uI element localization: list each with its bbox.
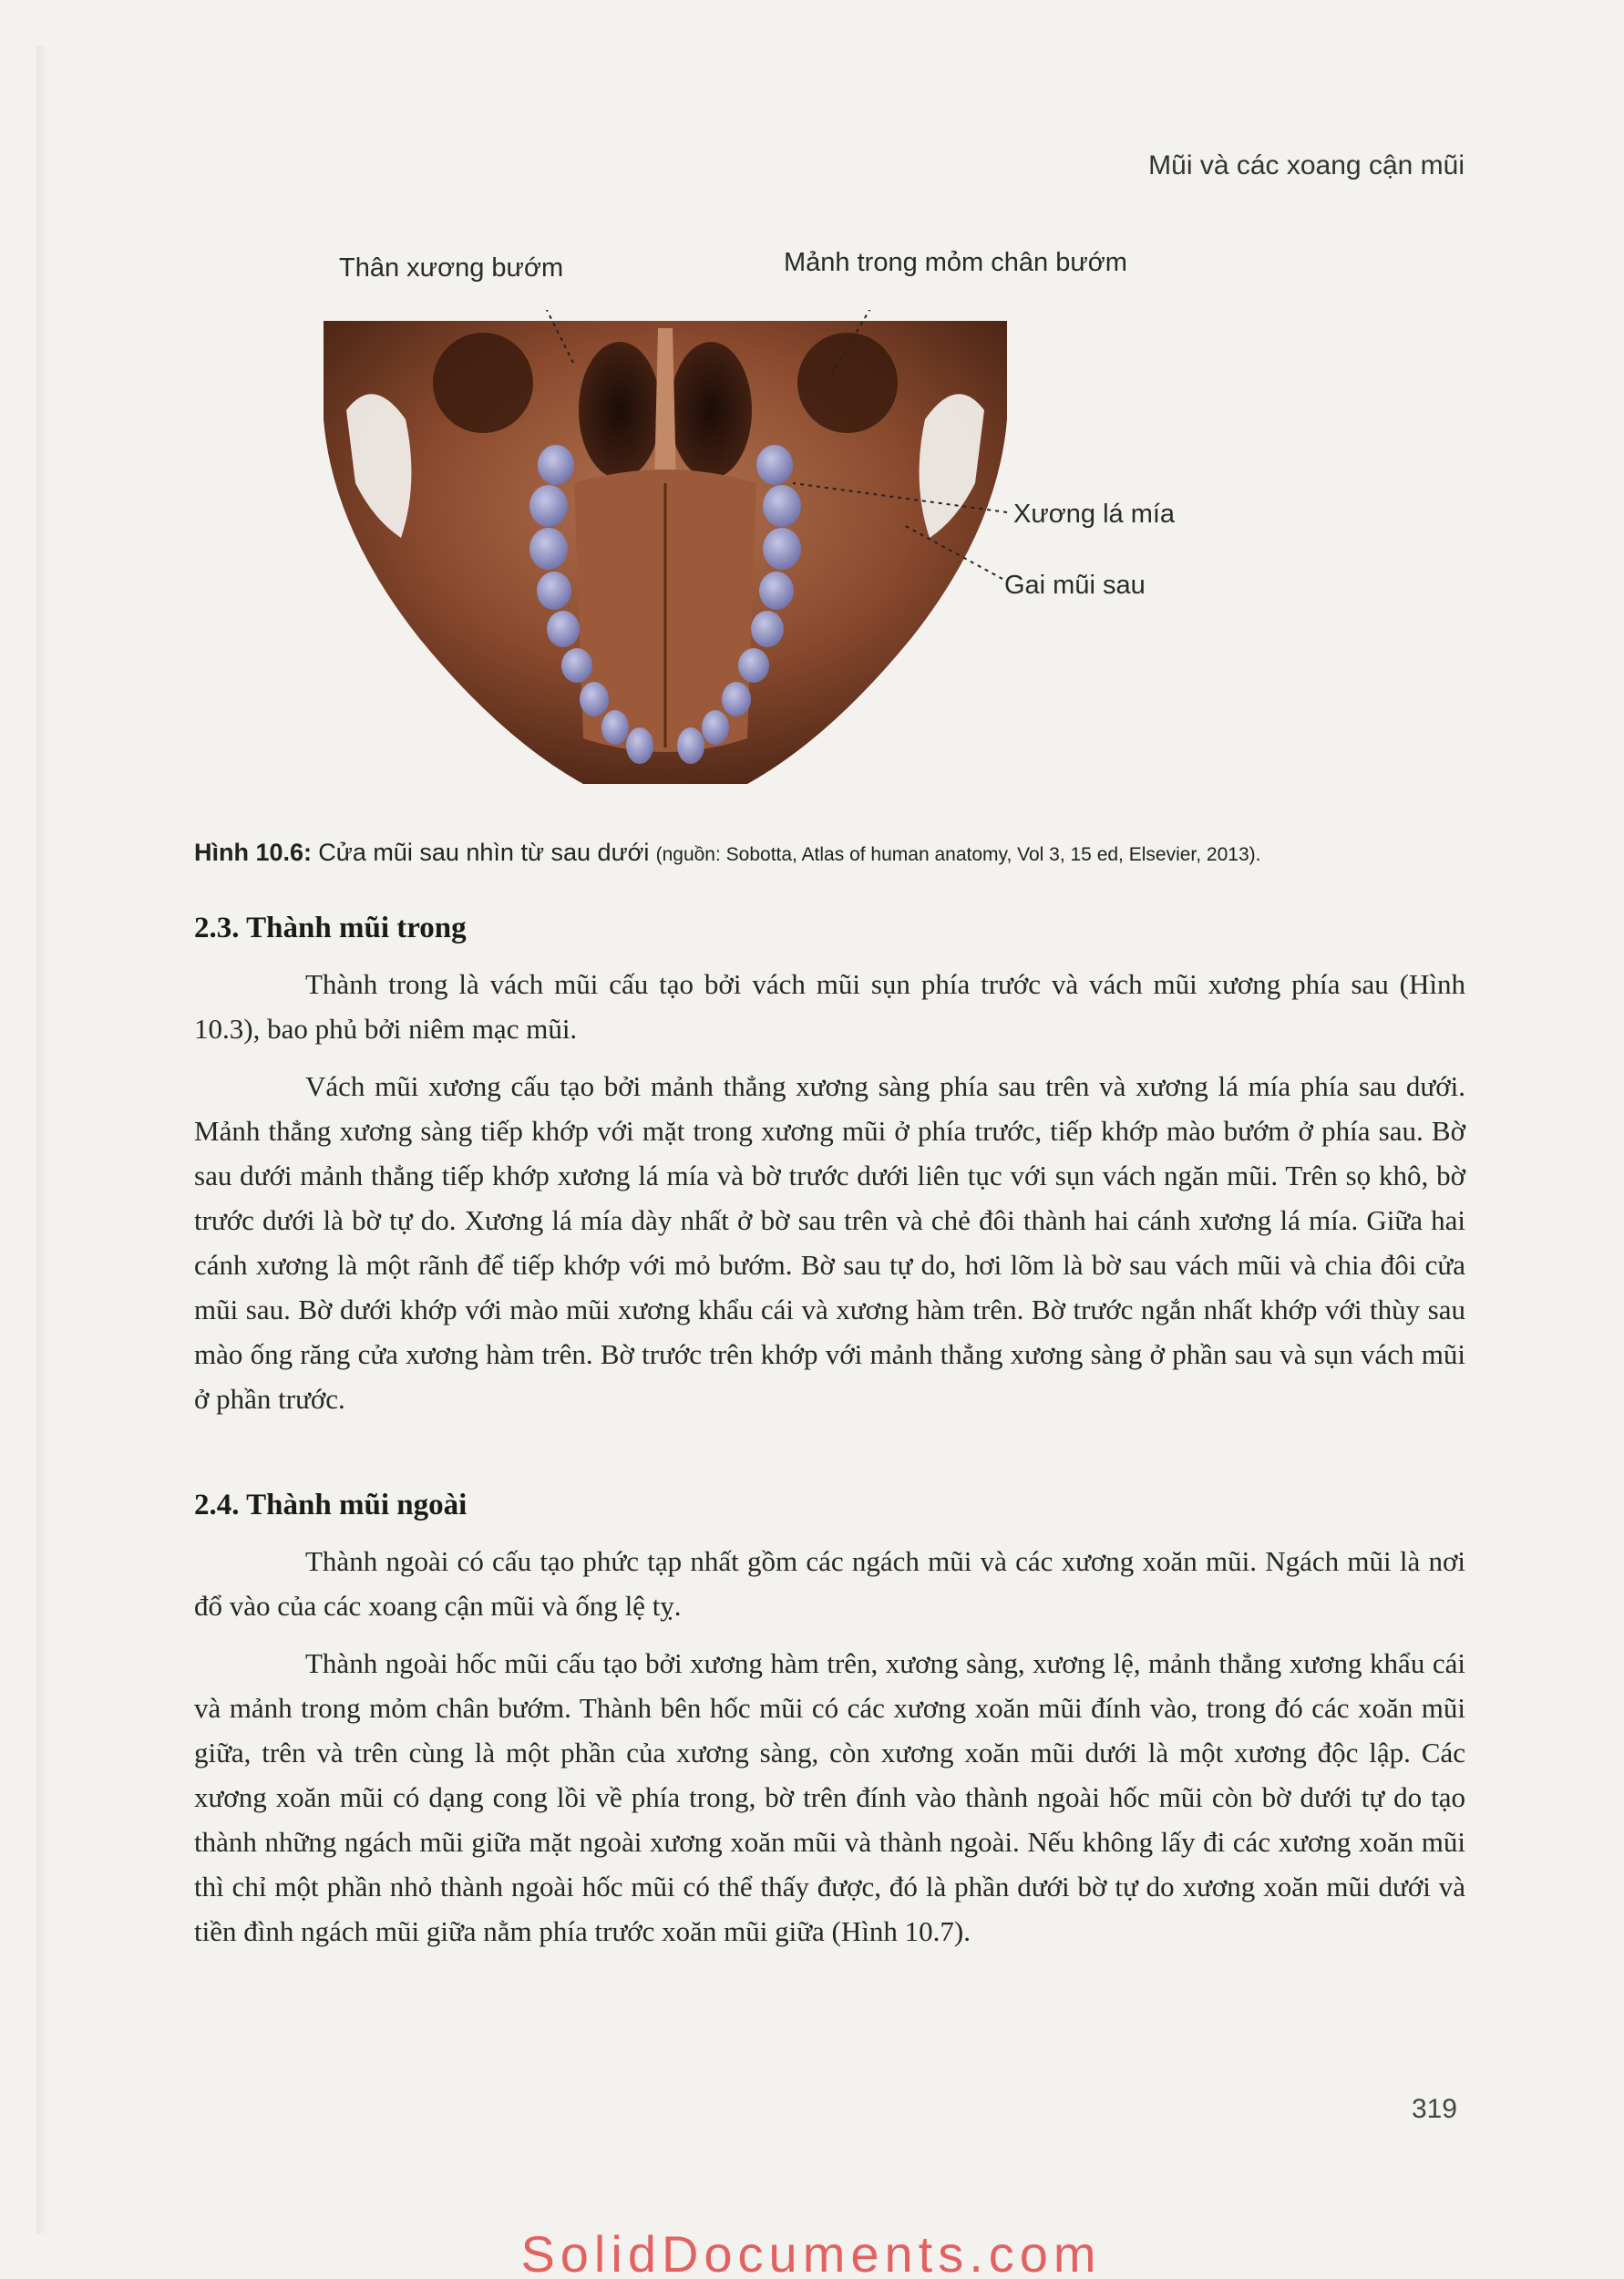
label-manh-trong-mom-chan-buom: Mảnh trong mỏm chân bướm bbox=[784, 248, 1127, 277]
skull-figure bbox=[319, 310, 1012, 820]
skull-illustration bbox=[319, 310, 1012, 820]
label-gai-mui-sau: Gai mũi sau bbox=[1004, 571, 1146, 600]
paragraph: Thành trong là vách mũi cấu tạo bởi vách mũi sụn phía trước và vách mũi xương phía sau (Hình 10.3), bao phủ bởi niêm mạc mũi. bbox=[194, 968, 1465, 1045]
page-number: 319 bbox=[1411, 2094, 1457, 2124]
label-xuong-la-mia: Xương lá mía bbox=[1013, 500, 1176, 529]
paragraph: Vách mũi xương cấu tạo bởi mảnh thẳng xương sàng phía sau trên và xương lá mía phía sau dưới. Mảnh thẳng xương sàng tiếp khớp với mặt trong xương mũi ở phía trước, tiếp khớp mào bướm ở phía sau. Bờ sau dưới mảnh thẳng tiếp khớp xương lá mía và bờ trước dưới liên tục với sụn vách ngăn mũi. Trên sọ khô, bờ trước dưới là bờ tự do. Xương lá mía dày nhất ở bờ sau trên và chẻ đôi thành hai cánh xương lá mía. Giữa hai cánh xương là một rãnh để tiếp khớp với mỏ bướm. Bờ sau tự do, hơi lõm là bờ sau vách mũi và chia đôi cửa mũi sau. Bờ dưới khớp với mào mũi xương khẩu cái và xương hàm trên. Bờ trước ngắn nhất khớp với thùy sau mào ống răng cửa xương hàm trên. Bờ trước trên khớp với mảnh thẳng xương sàng ở phần sau và sụn vách mũi ở phần trước. bbox=[194, 1070, 1465, 1415]
section-heading-thanh-mui-ngoai: 2.4. Thành mũi ngoài bbox=[194, 1489, 468, 1521]
figure-caption bbox=[194, 839, 1470, 867]
label-than-xuong-buom: Thân xương bướm bbox=[339, 253, 564, 283]
left-choana bbox=[579, 342, 661, 479]
caption-source: (nguồn: Sobotta, Atlas of human anatomy, Vol 3, 15 ed, Elsevier, 2013). bbox=[655, 844, 1261, 865]
right-choana bbox=[670, 342, 752, 479]
footer-watermark: SolidDocuments.com bbox=[520, 2225, 1102, 2279]
caption-number: Hình 10.6: bbox=[194, 839, 313, 866]
section-heading-thanh-mui-trong: 2.3. Thành mũi trong bbox=[194, 912, 467, 944]
right-fossa bbox=[797, 333, 898, 433]
scan-edge-shadow bbox=[36, 46, 49, 2233]
running-header: Mũi và các xoang cận mũi bbox=[1148, 150, 1465, 180]
left-fossa bbox=[433, 333, 533, 433]
vomer bbox=[654, 328, 676, 483]
caption-title: Cửa mũi sau nhìn từ sau dưới bbox=[318, 839, 650, 866]
paragraph: Thành ngoài có cấu tạo phức tạp nhất gồm các ngách mũi và các xương xoăn mũi. Ngách mũi là nơi đổ vào của các xoang cận mũi và ống lệ tỵ. bbox=[194, 1545, 1465, 1622]
paragraph: Thành ngoài hốc mũi cấu tạo bởi xương hàm trên, xương sàng, xương lệ, mảnh thẳng xương khẩu cái và mảnh trong mỏm chân bướm. Thành bên hốc mũi có các xương xoăn mũi đính vào, trong đó các xoăn mũi giữa, trên và trên cùng là một phần của xương sàng, còn xương xoăn mũi dưới là một xương độc lập. Các xương xoăn mũi có dạng cong lồi về phía trong, bờ trên đính vào thành ngoài hốc mũi còn bờ dưới tự do tạo thành những ngách mũi giữa mặt ngoài xương xoăn mũi và thành ngoài. Nếu không lấy đi các xương xoăn mũi thì chỉ một phần nhỏ thành ngoài hốc mũi có thể thấy được, đó là phần dưới bờ tự do xương xoăn mũi dưới và tiền đình ngách mũi giữa nằm phía trước xoăn mũi giữa (Hình 10.7). bbox=[194, 1647, 1465, 1947]
